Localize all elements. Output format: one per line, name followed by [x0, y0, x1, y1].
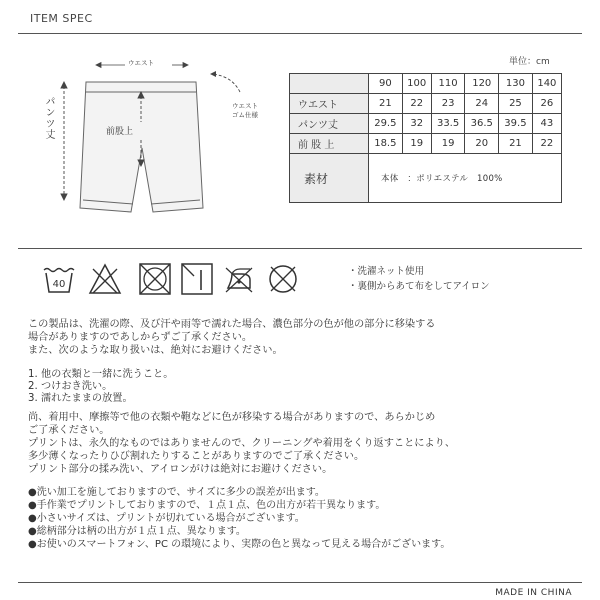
material-value: 本体 ：ポリエステル 100% — [369, 154, 562, 203]
size-cell: 90 — [369, 74, 403, 94]
table-cell: 19 — [431, 134, 465, 154]
line-dry-shade-icon — [180, 262, 214, 296]
row-label: ウエスト — [290, 94, 369, 114]
material-label: 素材 — [290, 154, 369, 203]
bullet-note: ●総柄部分は柄の出方が１点１点、異なります。 — [28, 526, 246, 537]
table-cell: 19 — [402, 134, 431, 154]
care-notes — [348, 264, 490, 294]
size-cell: 110 — [431, 74, 465, 94]
table-row — [290, 114, 562, 134]
no-dry-clean-icon — [266, 262, 300, 296]
caution-text: 場合がありますのであしからずご了承ください。 — [28, 332, 253, 343]
notice-text: 多少薄くなったりひび割れたりすることがありますのでご了承ください。 — [28, 451, 365, 462]
table-cell: 26 — [532, 94, 561, 114]
table-cell: 18.5 — [369, 134, 403, 154]
table-cell: 39.5 — [499, 114, 533, 134]
size-table — [289, 73, 562, 203]
length-label: パンツ丈 — [43, 96, 54, 140]
table-row — [290, 94, 562, 114]
unit-label: 単位：cm — [509, 57, 550, 67]
table-cell: 21 — [499, 134, 533, 154]
page-title: ITEM SPEC — [30, 12, 93, 25]
table-cell: 25 — [499, 94, 533, 114]
size-cell: 130 — [499, 74, 533, 94]
table-cell: 24 — [465, 94, 499, 114]
table-row — [290, 134, 562, 154]
bullet-note: ●洗い加工を施しておりますので、サイズに多少の誤差が出ます。 — [28, 487, 325, 498]
care-note: ・洗濯ネット使用 — [348, 266, 425, 277]
section-divider — [18, 248, 582, 249]
table-cell: 36.5 — [465, 114, 499, 134]
bullet-note: ●小さいサイズは、プリントが切れている場合がございます。 — [28, 513, 305, 524]
elastic-label-line1: ウエスト — [232, 102, 258, 110]
table-cell: 23 — [431, 94, 465, 114]
table-cell: 20 — [465, 134, 499, 154]
notice-text: 尚、着用中、摩擦等で他の衣類や鞄などに色が移染する場合がありますので、あらかじめ — [28, 412, 436, 423]
table-cell: 29.5 — [369, 114, 403, 134]
list-item: 3. 濡れたままの放置。 — [28, 393, 133, 404]
notice-text: ご了承ください。 — [28, 425, 110, 436]
table-cell: 21 — [369, 94, 403, 114]
origin-label: MADE IN CHINA — [495, 588, 572, 598]
list-item: 2. つけおき洗い。 — [28, 381, 113, 392]
bullet-note: ●手作業でプリントしておりますので、１点１点、色の出方が若干異なります。 — [28, 500, 386, 511]
wash-temp: 40 — [52, 279, 66, 290]
size-cell: 140 — [532, 74, 561, 94]
material-row — [290, 154, 562, 203]
waist-label: ウエスト — [128, 59, 154, 67]
row-label: 前 股 上 — [290, 134, 369, 154]
care-note: ・裏側からあて布をしてアイロン — [348, 281, 490, 292]
bullet-note: ●お使いのスマートフォン、PC の環境により、実際の色と異なって見える場合がございます。 — [28, 539, 451, 550]
no-tumble-dry-icon — [138, 262, 172, 296]
iron-low-icon — [222, 262, 256, 296]
table-cell: 32 — [402, 114, 431, 134]
footer-divider — [18, 582, 582, 583]
table-cell: 33.5 — [431, 114, 465, 134]
shorts-diagram — [0, 40, 290, 240]
wash-40-icon — [42, 262, 76, 296]
list-item: 1. 他の衣類と一緒に洗うこと。 — [28, 369, 174, 380]
caution-text: この製品は、洗濯の際、及び汗や雨等で濡れた場合、濃色部分の色が他の部分に移染する — [28, 319, 436, 330]
table-cell: 22 — [402, 94, 431, 114]
table-corner — [290, 74, 369, 94]
notice-text: プリント部分の揉み洗い、アイロンがけは絶対にお避けください。 — [28, 464, 333, 475]
caution-text: また、次のような取り扱いは、絶対にお避けください。 — [28, 345, 283, 356]
notice-text: プリントは、永久的なものではありませんので、クリーニングや着用をくり返すことにより、 — [28, 438, 456, 449]
table-cell: 43 — [532, 114, 561, 134]
row-label: パンツ丈 — [290, 114, 369, 134]
table-cell: 22 — [532, 134, 561, 154]
size-cell: 120 — [465, 74, 499, 94]
no-bleach-icon — [88, 262, 122, 296]
rise-label: 前股上 — [106, 127, 134, 137]
header-divider — [18, 33, 582, 34]
size-header-row — [290, 74, 562, 94]
size-cell: 100 — [402, 74, 431, 94]
elastic-label-line2: ゴム仕様 — [232, 111, 258, 119]
